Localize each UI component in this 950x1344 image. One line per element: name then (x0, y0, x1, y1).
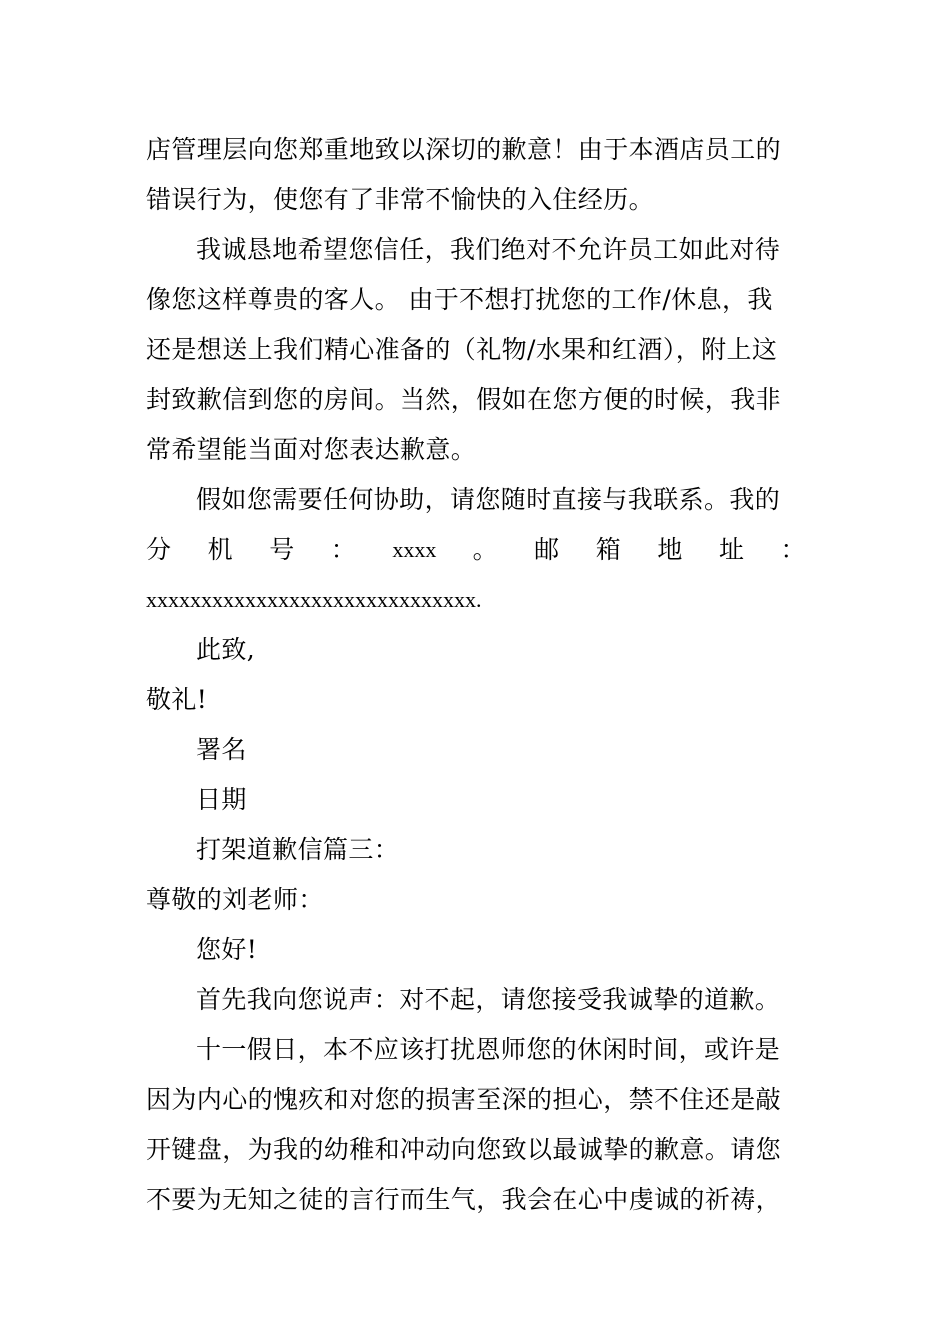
contact-char: 分 (146, 535, 172, 564)
paragraph-start: 假如您需要任何协助，请您随时直接与我联系。我的 (196, 485, 781, 514)
text-line: 常希望能当面对您表达歉意。 (146, 435, 477, 464)
text-line: 开键盘，为我的幼稚和冲动向您致以最诚挚的歉意。请您 (146, 1135, 782, 1164)
text-line: 因为内心的愧疚和对您的损害至深的担心，禁不住还是敲 (146, 1085, 782, 1114)
email-address: xxxxxxxxxxxxxxxxxxxxxxxxxxxxxx. (146, 587, 482, 612)
text-line: 还是想送上我们精心准备的（礼物/水果和红酒），附上这 (146, 335, 778, 364)
closing-salutation: 此致, (196, 635, 256, 664)
contact-line (146, 530, 806, 570)
contact-char: 址 (718, 535, 745, 564)
contact-char: 箱 (595, 535, 622, 564)
text-line: 错误行为，使您有了非常不愉快的入住经历。 (146, 185, 655, 214)
signature: 署名 (196, 735, 247, 764)
letter-greeting: 尊敬的刘老师： (146, 885, 324, 914)
extension-number: xxxx (392, 537, 437, 562)
contact-char: ： (330, 535, 357, 564)
contact-char: 邮 (534, 535, 560, 564)
letter-hello: 您好! (196, 935, 258, 964)
contact-char: 机 (207, 535, 233, 564)
text-line: 像您这样尊贵的客人。 由于不想打扰您的工作/休息，我 (146, 285, 773, 314)
paragraph-start: 首先我向您说声：对不起，请您接受我诚挚的道歉。 (196, 985, 781, 1014)
section-title: 打架道歉信篇三： (196, 835, 400, 864)
text-line: 封致歉信到您的房间。当然，假如在您方便的时候，我非 (146, 385, 782, 414)
contact-char: ： (780, 535, 806, 564)
paragraph-start: 十一假日，本不应该打扰恩师您的休闲时间，或许是 (196, 1035, 781, 1064)
contact-char: 地 (657, 535, 683, 564)
date-line: 日期 (196, 785, 247, 814)
text-line: 不要为无知之徒的言行而生气，我会在心中虔诚的祈祷， (146, 1185, 782, 1214)
paragraph-start: 我诚恳地希望您信任，我们绝对不允许员工如此对待 (196, 235, 781, 264)
contact-char: 号 (269, 535, 295, 564)
contact-char: 。 (472, 535, 498, 564)
closing-regards: 敬礼! (146, 685, 208, 714)
text-line: 店管理层向您郑重地致以深切的歉意！由于本酒店员工的 (146, 135, 782, 164)
